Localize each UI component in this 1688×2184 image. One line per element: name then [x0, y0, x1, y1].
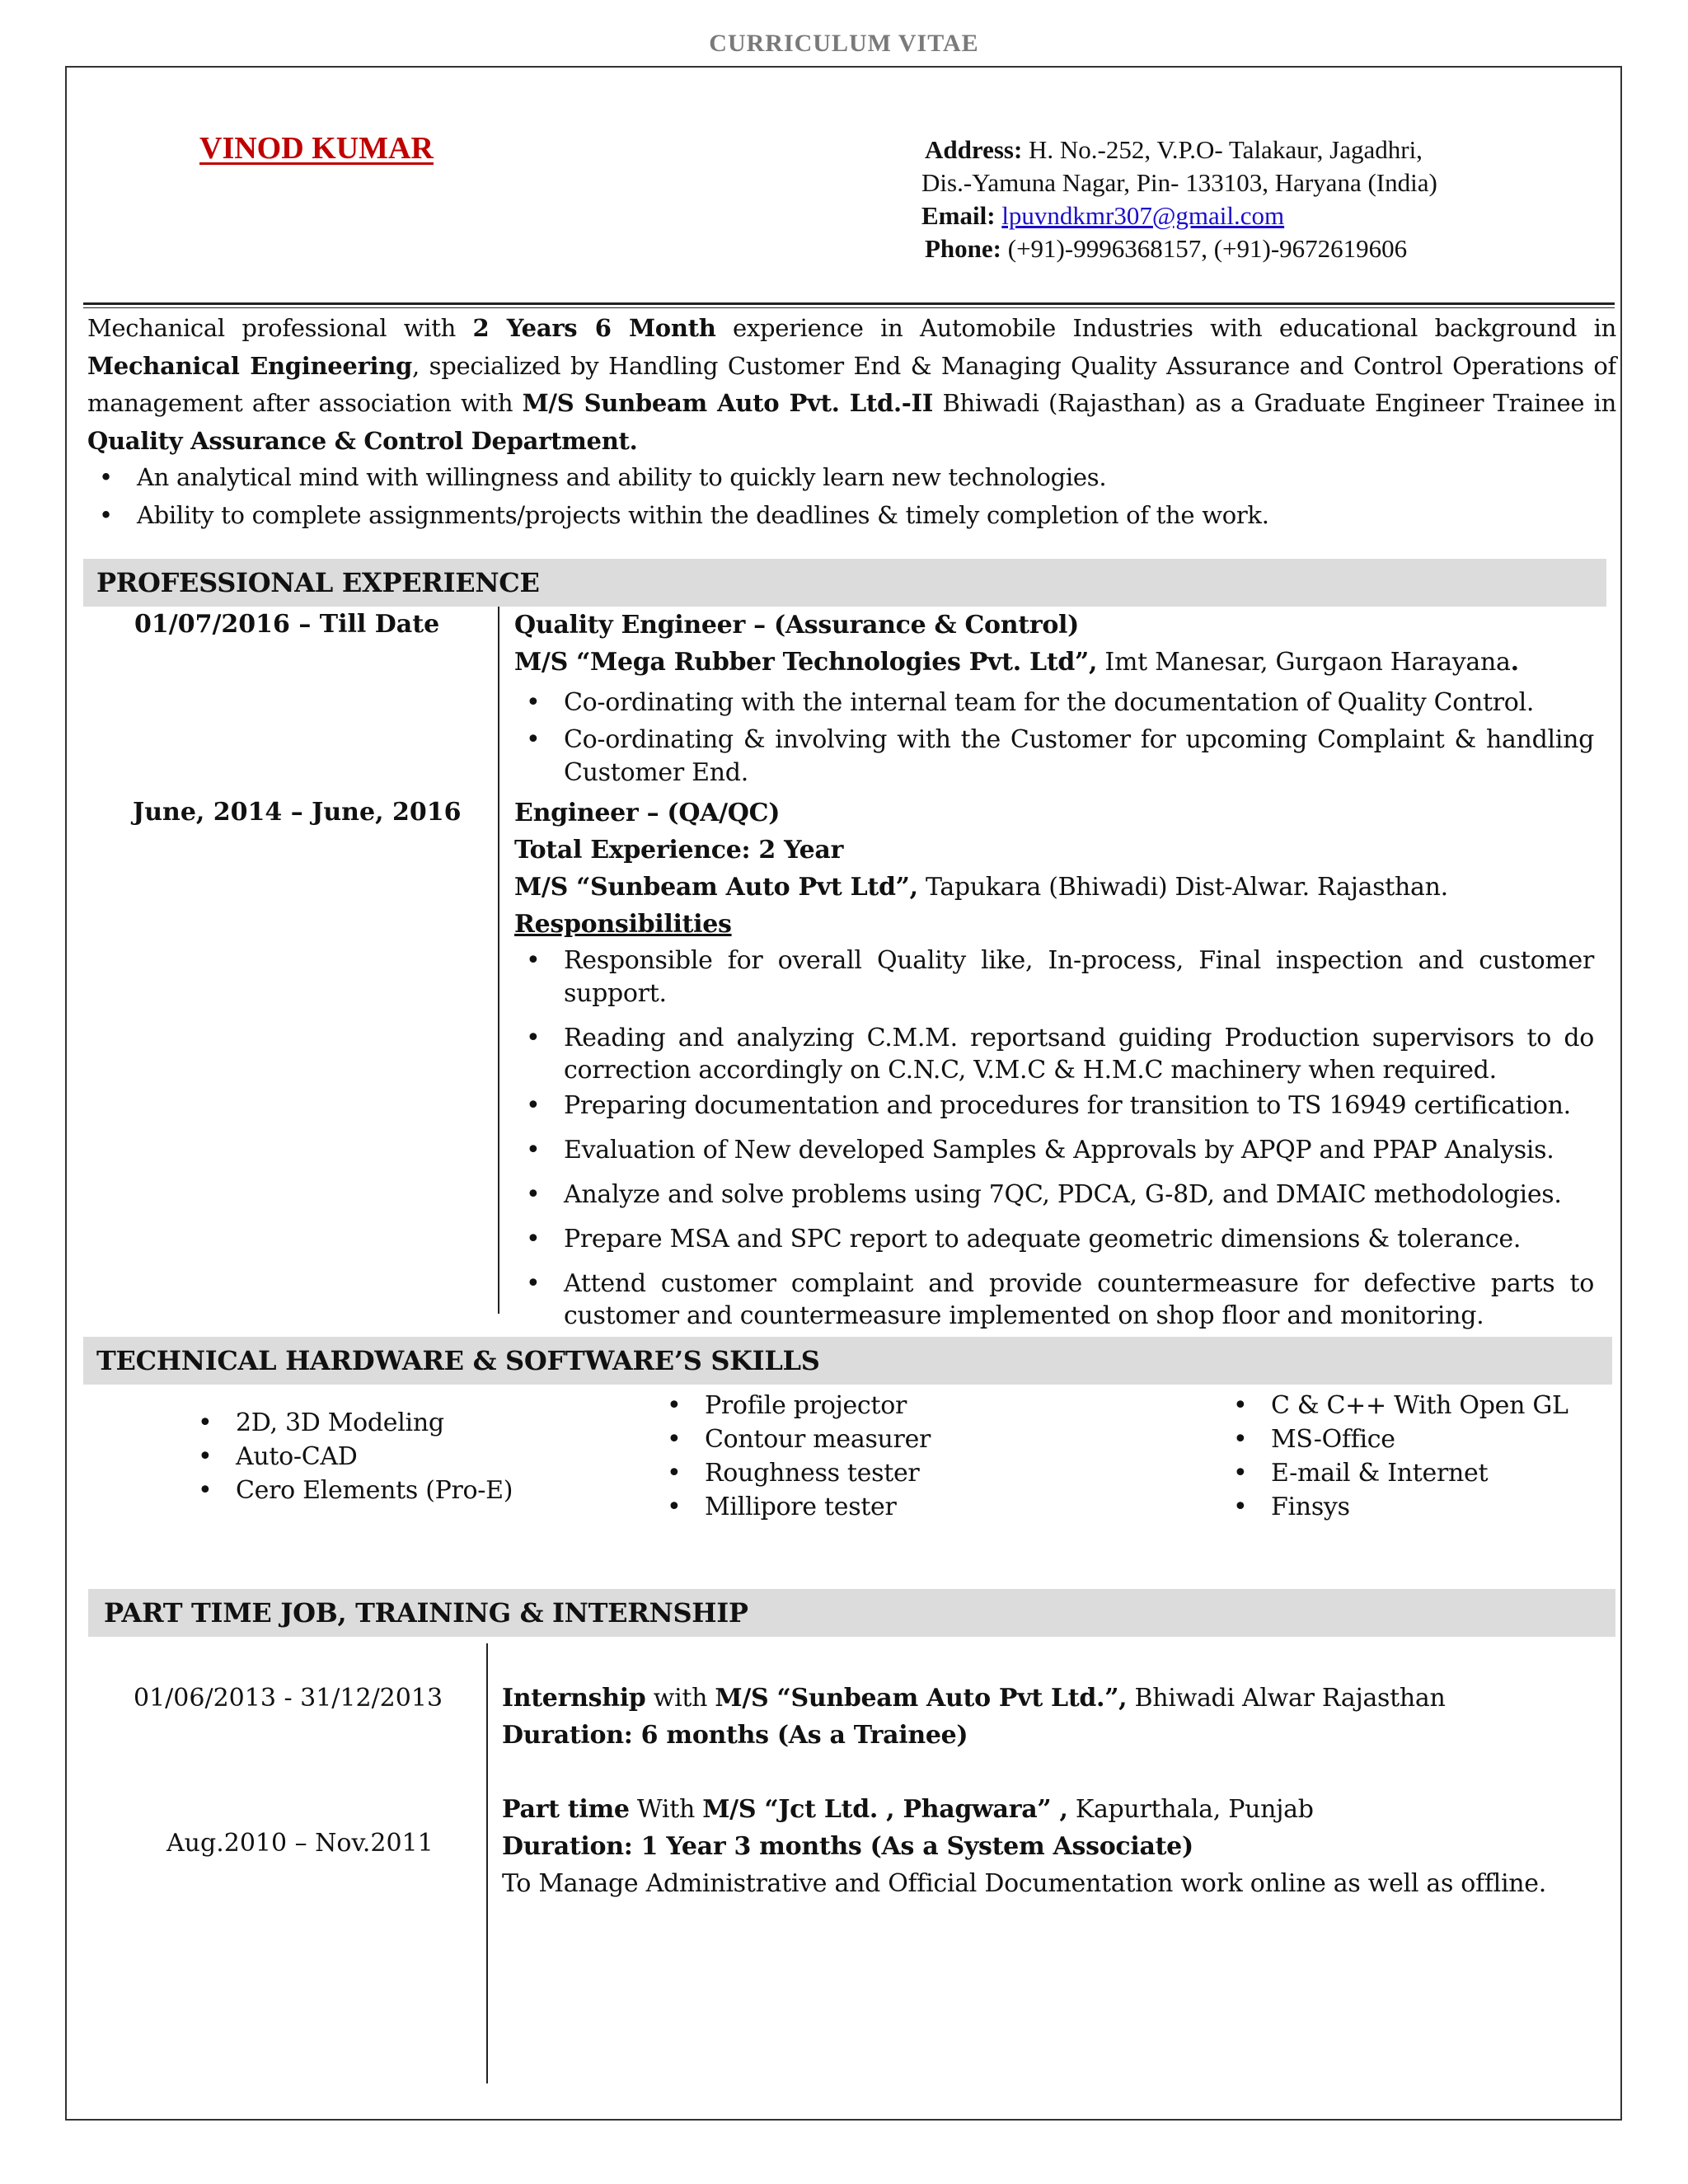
- list-item: • Attend customer complaint and provide countermeasure for defective parts to customer and countermeasure implemented on shop floor and monitoring.: [564, 1268, 1594, 1332]
- job2-total-experience: Total Experience: 2 Year: [514, 836, 844, 865]
- list-item: • Prepare MSA and SPC report to adequate geometric dimensions & tolerance.: [564, 1223, 1594, 1256]
- list-item: • MS-Office: [1271, 1422, 1568, 1456]
- parttime-date: Aug.2010 – Nov.2011: [166, 1829, 434, 1858]
- phone-value: (+91)-9996368157, (+91)-9672619606: [1007, 234, 1408, 263]
- email-line: [921, 199, 1437, 232]
- parttime-line: Part time With M/S “Jct Ltd. , Phagwara” , Kapurthala, Punjab: [502, 1795, 1314, 1824]
- profile-summary: [87, 310, 1616, 460]
- internship-line: Internship with M/S “Sunbeam Auto Pvt Ltd.”, Bhiwadi Alwar Rajasthan: [502, 1684, 1446, 1713]
- job1-block: [514, 607, 1594, 790]
- job2-block: [514, 794, 1594, 1332]
- address-value: H. No.-252, V.P.O- Talakaur, Jagadhri,: [1029, 135, 1423, 164]
- job2-company: M/S “Sunbeam Auto Pvt Ltd”, Tapukara (Bhiwadi) Dist-Alwar. Rajasthan.: [514, 873, 1448, 902]
- list-item: • Finsys: [1271, 1490, 1568, 1524]
- internship-duration: Duration: 6 months (As a Trainee): [502, 1721, 968, 1750]
- internship-block: [502, 1680, 1598, 1754]
- job1-title: Quality Engineer – (Assurance & Control): [514, 611, 1080, 640]
- list-item: • Analyze and solve problems using 7QC, PDCA, G-8D, and DMAIC methodologies.: [564, 1179, 1594, 1212]
- contact-block: [921, 134, 1437, 265]
- phone-label: Phone:: [925, 234, 1001, 263]
- summary-text: Mechanical professional with: [87, 314, 473, 342]
- parttime-description: To Manage Administrative and Official Documentation work online as well as offline.: [502, 1869, 1546, 1898]
- internship-date: 01/06/2013 - 31/12/2013: [134, 1684, 443, 1713]
- summary-text: Bhiwadi (Rajasthan) as a Graduate Engineer Trainee in: [933, 389, 1616, 417]
- responsibilities-heading: Responsibilities: [514, 910, 732, 939]
- list-item: • Millipore tester: [705, 1490, 931, 1524]
- list-item: • Evaluation of New developed Samples & Approvals by APQP and PPAP Analysis.: [564, 1134, 1594, 1167]
- skills-column-1: [236, 1406, 513, 1507]
- address-label: Address:: [925, 135, 1023, 164]
- address-line-1: [925, 134, 1437, 166]
- address-line-2: Dis.-Yamuna Nagar, Pin- 133103, Haryana (India): [921, 168, 1437, 197]
- job2-title: Engineer – (QA/QC): [514, 799, 781, 827]
- list-item: • Cero Elements (Pro-E): [236, 1474, 513, 1507]
- summary-highlight: Mechanical Engineering: [87, 351, 413, 380]
- summary-highlight: Quality Assurance & Control Department.: [87, 426, 638, 455]
- job1-bullets: [564, 684, 1594, 790]
- section-heading-training: PART TIME JOB, TRAINING & INTERNSHIP: [88, 1589, 1615, 1637]
- email-link[interactable]: lpuvndkmr307@gmail.com: [1001, 201, 1285, 230]
- list-item: • E-mail & Internet: [1271, 1456, 1568, 1490]
- summary-highlight: 2 Years 6 Month: [472, 314, 716, 342]
- summary-text: experience in Automobile Industries with educational background in: [715, 314, 1617, 342]
- skills-column-2: [705, 1389, 931, 1524]
- list-item: • C & C++ With Open GL: [1271, 1389, 1568, 1422]
- document-title: CURRICULUM VITAE: [709, 30, 979, 57]
- section-heading-skills: TECHNICAL HARDWARE & SOFTWARE’S SKILLS: [83, 1337, 1612, 1385]
- summary-text: , specialized by Handling Customer End & Managing Quality Assurance and Control Operations of management after association with: [87, 351, 1616, 417]
- phone-line: [925, 232, 1437, 265]
- list-item: • Contour measurer: [705, 1422, 931, 1456]
- job2-bullets: [564, 944, 1594, 1332]
- training-divider: [486, 1643, 488, 2083]
- list-item: • Auto-CAD: [236, 1440, 513, 1474]
- email-label: Email:: [921, 201, 996, 230]
- summary-bullet-list: [137, 458, 1604, 534]
- header-divider: [83, 302, 1615, 308]
- list-item: • 2D, 3D Modeling: [236, 1406, 513, 1440]
- experience-divider: [498, 607, 499, 1314]
- list-item: • Co-ordinating & involving with the Customer for upcoming Complaint & handling Customer End.: [564, 724, 1594, 790]
- list-item: • Co-ordinating with the internal team for the documentation of Quality Control.: [564, 684, 1594, 722]
- job1-date: 01/07/2016 – Till Date: [134, 610, 440, 639]
- list-item: • Reading and analyzing C.M.M. reportsand guiding Production supervisors to do correction accordingly on C.N.C, V.M.C & H.M.C machinery when required.: [564, 1022, 1594, 1086]
- list-item: • Responsible for overall Quality like, In-process, Final inspection and customer support.: [564, 944, 1594, 1010]
- list-item: • Preparing documentation and procedures for transition to TS 16949 certification.: [564, 1090, 1594, 1122]
- summary-highlight: M/S Sunbeam Auto Pvt. Ltd.-II: [522, 389, 934, 417]
- skills-column-3: [1271, 1389, 1568, 1524]
- list-item: • Ability to complete assignments/projects within the deadlines & timely completion of the work.: [137, 496, 1604, 534]
- parttime-duration: Duration: 1 Year 3 months (As a System Associate): [502, 1832, 1193, 1861]
- list-item: • An analytical mind with willingness and ability to quickly learn new technologies.: [137, 458, 1604, 496]
- parttime-block: [502, 1791, 1598, 1902]
- section-heading-experience: PROFESSIONAL EXPERIENCE: [83, 559, 1606, 607]
- job2-date: June, 2014 – June, 2016: [133, 798, 462, 827]
- list-item: • Profile projector: [705, 1389, 931, 1422]
- job1-company: M/S “Mega Rubber Technologies Pvt. Ltd”, Imt Manesar, Gurgaon Harayana.: [514, 648, 1519, 677]
- list-item: • Roughness tester: [705, 1456, 931, 1490]
- candidate-name: VINOD KUMAR: [199, 131, 434, 166]
